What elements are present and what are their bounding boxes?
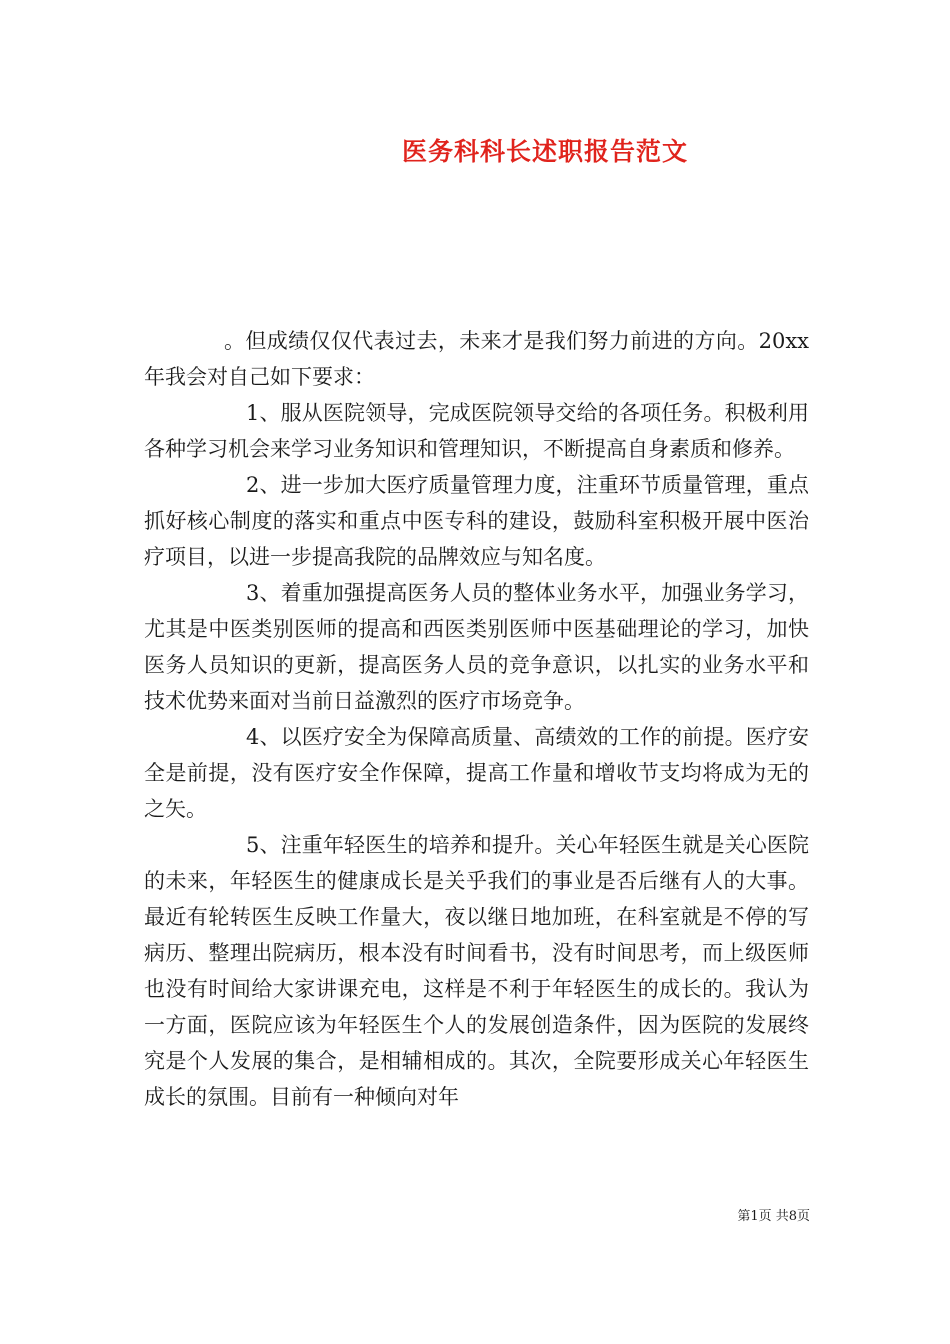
paragraph-item-1: 1、服从医院领导，完成医院领导交给的各项任务。积极利用各种学习机会来学习业务知识和管理知识，不断提高自身素质和修养。 [144, 401, 809, 461]
paragraph-item-3: 3、着重加强提高医务人员的整体业务水平，加强业务学习，尤其是中医类别医师的提高和西医类别医师中医基础理论的学习，加快医务人员知识的更新，提高医务人员的竞争意识，以扎实的业务水平和技术优势来面对当前日益激烈的医疗市场竞争。 [144, 581, 809, 713]
document-body [144, 323, 809, 1115]
document-title: 医务科科长述职报告范文 [401, 137, 688, 166]
page-number-footer: 第1页 共8页 [737, 1209, 810, 1224]
paragraph-intro: 。但成绩仅仅代表过去，未来才是我们努力前进的方向。20xx年我会对自己如下要求： [144, 329, 809, 389]
paragraph-item-4: 4、以医疗安全为保障高质量、高绩效的工作的前提。医疗安全是前提，没有医疗安全作保障，提高工作量和增收节支均将成为无的之矢。 [144, 725, 809, 821]
paragraph-item-5: 5、注重年轻医生的培养和提升。关心年轻医生就是关心医院的未来，年轻医生的健康成长是关乎我们的事业是否后继有人的大事。最近有轮转医生反映工作量大，夜以继日地加班，在科室就是不停的写病历、整理出院病历，根本没有时间看书，没有时间思考，而上级医师也没有时间给大家讲课充电，这样是不利于年轻医生的成长的。我认为一方面，医院应该为年轻医生个人的发展创造条件，因为医院的发展终究是个人发展的集合，是相辅相成的。其次，全院要形成关心年轻医生成长的氛围。目前有一种倾向对年 [144, 833, 809, 1109]
paragraph-item-2: 2、进一步加大医疗质量管理力度，注重环节质量管理，重点抓好核心制度的落实和重点中医专科的建设，鼓励科室积极开展中医治疗项目，以进一步提高我院的品牌效应与知名度。 [144, 473, 809, 569]
